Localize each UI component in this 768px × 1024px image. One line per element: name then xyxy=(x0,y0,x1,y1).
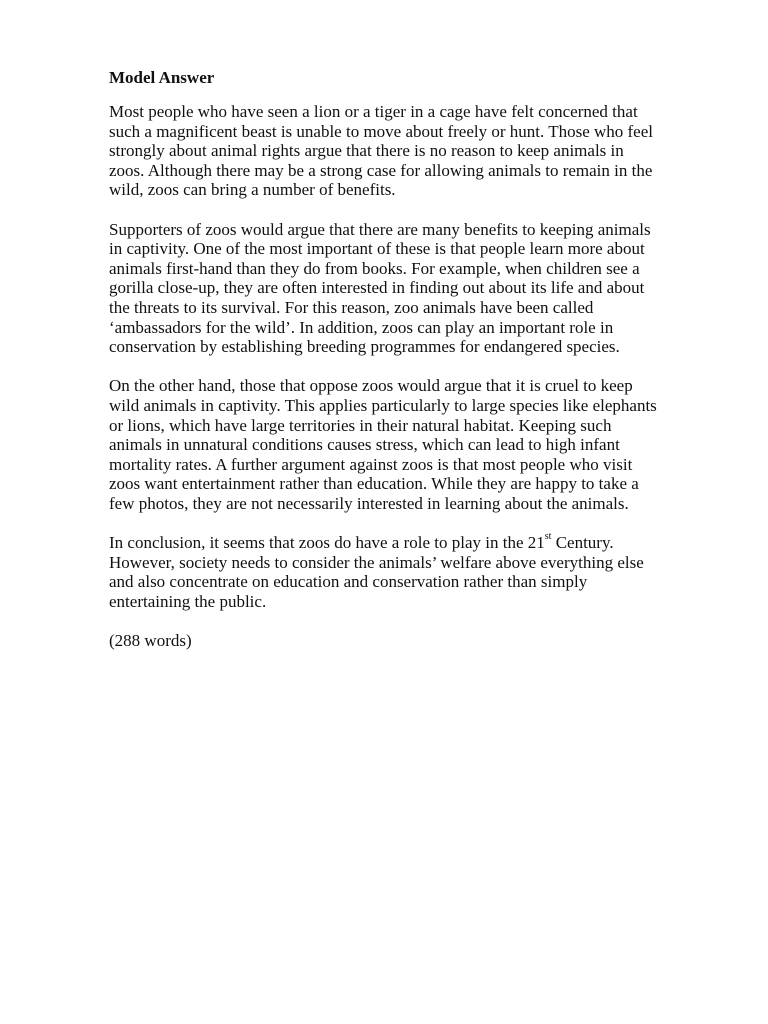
text-line: few photos, they are not necessarily interested in learning about the animals. xyxy=(109,493,629,513)
superscript-ordinal: st xyxy=(544,531,552,543)
text-segment: In conclusion, it seems that zoos do have a role to play in the 21 xyxy=(109,533,545,553)
text-line: zoos want entertainment rather than education. While they are happy to take a xyxy=(109,474,639,494)
document-page xyxy=(109,66,709,651)
text-line: and also concentrate on education and conservation rather than simply xyxy=(109,572,588,592)
text-line: strongly about animal rights argue that there is no reason to keep animals in xyxy=(109,141,624,161)
paragraph-conclusion xyxy=(109,533,709,611)
text-line: mortality rates. A further argument against zoos is that most people who visit xyxy=(109,454,633,474)
text-line: On the other hand, those that oppose zoos would argue that it is cruel to keep xyxy=(109,376,633,396)
text-line: in captivity. One of the most important of these is that people learn more about xyxy=(109,239,645,259)
text-line: gorilla close-up, they are often interested in finding out about its life and about xyxy=(109,278,645,298)
text-line: conservation by establishing breeding programmes for endangered species. xyxy=(109,337,620,357)
text-line: such a magnificent beast is unable to move about freely or hunt. Those who feel xyxy=(109,121,653,141)
text-line: animals first-hand than they do from books. For example, when children see a xyxy=(109,258,640,278)
paragraph-supporters xyxy=(109,220,709,357)
text-line: Most people who have seen a lion or a tiger in a cage have felt concerned that xyxy=(109,102,638,121)
text-line: Supporters of zoos would argue that there are many benefits to keeping animals xyxy=(109,219,651,239)
word-count: (288 words) xyxy=(109,631,192,651)
text-line: However, society needs to consider the animals’ welfare above everything else xyxy=(109,552,644,572)
text-line: wild, zoos can bring a number of benefits. xyxy=(109,180,396,200)
paragraph-opponents xyxy=(109,376,709,513)
text-line: animals in unnatural conditions causes stress, which can lead to high infant xyxy=(109,435,620,455)
text-line: entertaining the public. xyxy=(109,591,267,611)
text-segment: Century. xyxy=(551,533,614,553)
text-line: wild animals in captivity. This applies particularly to large species like elephants xyxy=(109,395,657,415)
text-line xyxy=(109,533,709,553)
text-line: zoos. Although there may be a strong case for allowing animals to remain in the xyxy=(109,160,653,180)
text-line: ‘ambassadors for the wild’. In addition, zoos can play an important role in xyxy=(109,317,614,337)
document-heading: Model Answer xyxy=(109,68,215,87)
paragraph-introduction xyxy=(109,102,709,200)
text-line: the threats to its survival. For this reason, zoo animals have been called xyxy=(109,297,594,317)
text-line: or lions, which have large territories in their natural habitat. Keeping such xyxy=(109,415,612,435)
